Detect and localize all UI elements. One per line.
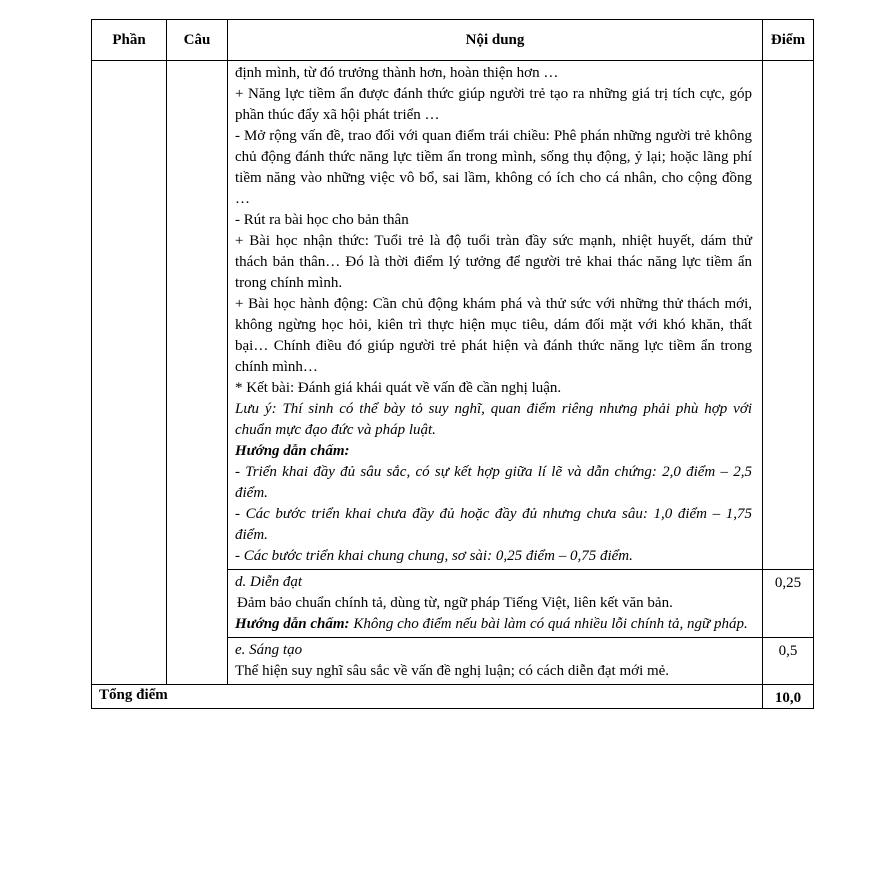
creativity-content-cell <box>228 638 763 685</box>
guide-item: - Triển khai đầy đủ sâu sắc, có sự kết hợp giữa lí lẽ và dẫn chứng: 2,0 điểm – 2,5 điểm. <box>235 464 752 501</box>
expression-score: 0,25 <box>763 570 814 638</box>
expression-text: Đảm bảo chuẩn chính tả, dùng từ, ngữ pháp Tiếng Việt, liên kết văn bản. <box>237 595 673 611</box>
total-score: 10,0 <box>763 685 814 709</box>
total-row <box>92 685 814 709</box>
guide-item: - Các bước triển khai chưa đầy đủ hoặc đầy đủ nhưng chưa sâu: 1,0 điểm – 1,75 điểm. <box>235 506 752 543</box>
header-question: Câu <box>167 20 228 61</box>
content-line: - Mở rộng vấn đề, trao đổi với quan điểm trái chiều: Phê phán những người trẻ không chủ động đánh thức năng lực tiềm ẩn trong mình, sống thụ động, ỷ lại; hoặc lãng phí tiềm năng vào những việc vô bổ, sai lầm, không có ích cho cá nhân, cho cộng đồng … <box>235 128 752 207</box>
creativity-score: 0,5 <box>763 638 814 685</box>
creativity-title: e. Sáng tạo <box>235 642 303 658</box>
content-line: định mình, từ đó trưởng thành hơn, hoàn thiện hơn … <box>235 65 559 81</box>
total-label: Tổng điểm <box>92 685 763 709</box>
content-line: - Rút ra bài học cho bản thân <box>235 212 409 228</box>
note: Lưu ý: Thí sinh có thể bày tỏ suy nghĩ, quan điểm riêng nhưng phải phù hợp với chuẩn mực đạo đức và pháp luật. <box>235 401 752 438</box>
expression-guide-label: Hướng dẫn chấm: <box>235 616 350 632</box>
header-content: Nội dung <box>228 20 763 61</box>
expression-guide-text: Không cho điểm nếu bài làm có quá nhiều lỗi chính tả, ngữ pháp. <box>349 616 748 632</box>
main-score-cell <box>763 61 814 570</box>
scoring-rubric-table <box>91 19 814 709</box>
part-cell <box>92 61 167 685</box>
content-line: + Bài học hành động: Cần chủ động khám phá và thử sức với những thử thách mới, không ngừng học hỏi, kiên trì thực hiện mục tiêu, dám đối mặt với khó khăn, thất bại… Chính điều đó giúp người trẻ phát hiện và đánh thức năng lực tiềm ẩn trong chính mình… <box>235 296 752 375</box>
header-part: Phần <box>92 20 167 61</box>
main-content-cell <box>228 61 763 570</box>
content-line: * Kết bài: Đánh giá khái quát về vấn đề cần nghị luận. <box>235 380 562 396</box>
content-line: + Năng lực tiềm ẩn được đánh thức giúp người trẻ tạo ra những giá trị tích cực, góp phần thúc đẩy xã hội phát triển … <box>235 86 752 123</box>
guide-title: Hướng dẫn chấm: <box>235 443 350 459</box>
expression-title: d. Diễn đạt <box>235 574 303 590</box>
content-line: + Bài học nhận thức: Tuổi trẻ là độ tuổi tràn đầy sức mạnh, nhiệt huyết, dám thử thách bản thân… Đó là thời điểm lý tưởng để người trẻ khai thác năng lực tiềm ẩn trong chính mình. <box>235 233 752 291</box>
expression-guide <box>235 614 752 635</box>
guide-item: - Các bước triển khai chung chung, sơ sài: 0,25 điểm – 0,75 điểm. <box>235 548 633 564</box>
header-score: Điểm <box>763 20 814 61</box>
question-cell <box>167 61 228 685</box>
main-content-row <box>92 61 814 570</box>
creativity-text: Thể hiện suy nghĩ sâu sắc về vấn đề nghị luận; có cách diễn đạt mới mẻ. <box>235 663 670 679</box>
expression-content-cell <box>228 570 763 638</box>
header-row <box>92 20 814 61</box>
